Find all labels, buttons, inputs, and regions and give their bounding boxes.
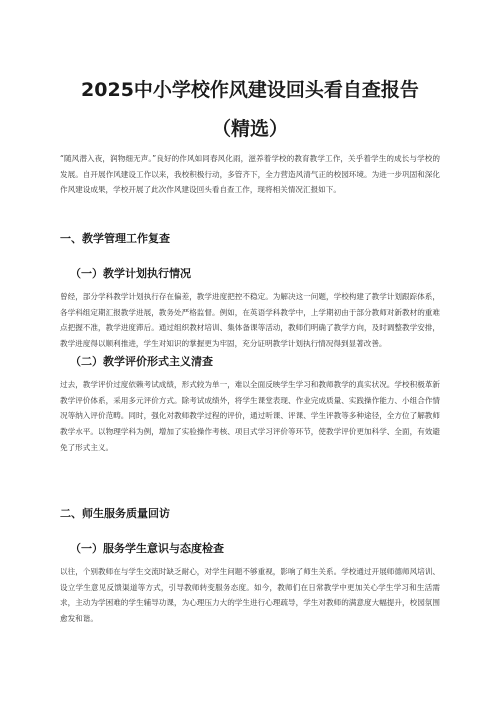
document-title-suffix: （精选） [211, 118, 288, 140]
section2-sub1-heading: （一）服务学生意识与态度检查 [70, 542, 224, 555]
section1-sub2-heading: （二）教学评价形式主义清查 [70, 355, 213, 368]
section1-sub1-body: 曾经，部分学科教学计划执行存在偏差，教学进度把控不稳定。为解决这一问题，学校构建了教学计划跟踪体系，各学科组定期汇报教学进展，教务处严格监督。例如，在英语学科教学中，上学期初由于部分教师对新教材的重难点把握不准，教学进度滞后。通过组织教材培训、集体备课等活动，教师们明确了教学方向，及时调整教学安排，教学进度得以顺利推进，学生对知识的掌握更为牢固，充分证明教学计划执行情况得到显著改善。 [60, 292, 440, 349]
section1-heading: 一、教学管理工作复查 [60, 232, 170, 245]
section1-sub2-body: 过去，教学评价过度依赖考试成绩，形式较为单一，难以全面反映学生学习和教师教学的真实状况。学校积极革新教学评价体系，采用多元评价方式。除考试成绩外，将学生课堂表现、作业完成质量、实践操作能力、小组合作情况等纳入评价范畴。同时，强化对教师教学过程的评价，通过听课、评课、学生评教等多种途径，全方位了解教师教学水平。以物理学科为例，增加了实验操作考核、项目式学习评价等环节，使教学评价更加科学、全面，有效避免了形式主义。 [60, 380, 440, 452]
intro-paragraph: “随风潜入夜，润物细无声。”良好的作风如同春风化雨，滋养着学校的教育教学工作，关乎着学生的成长与学校的发展。自开展作风建设工作以来，我校积极行动，多管齐下，全力营造风清气正的校园环境。为进一步巩固和深化作风建设成果，学校开展了此次作风建设回头看自查工作，现将相关情况汇报如下。 [60, 154, 440, 195]
section2-sub1-body: 以往，个别教师在与学生交流时缺乏耐心，对学生问题不够重视，影响了师生关系。学校通过开展师德师风培训、设立学生意见反馈渠道等方式，引导教师转变服务态度。如今，教师们在日常教学中更加关心学生学习和生活需求，主动为学困难的学生辅导功课，为心理压力大的学生进行心理疏导，学生对教师的满意度大幅提升，校园氛围愈发和谐。 [60, 567, 440, 624]
document-title: 2025中小学校作风建设回头看自查报告 [81, 79, 419, 101]
section2-heading: 二、师生服务质量回访 [60, 507, 170, 520]
section1-sub1-heading: （一）教学计划执行情况 [70, 267, 191, 280]
